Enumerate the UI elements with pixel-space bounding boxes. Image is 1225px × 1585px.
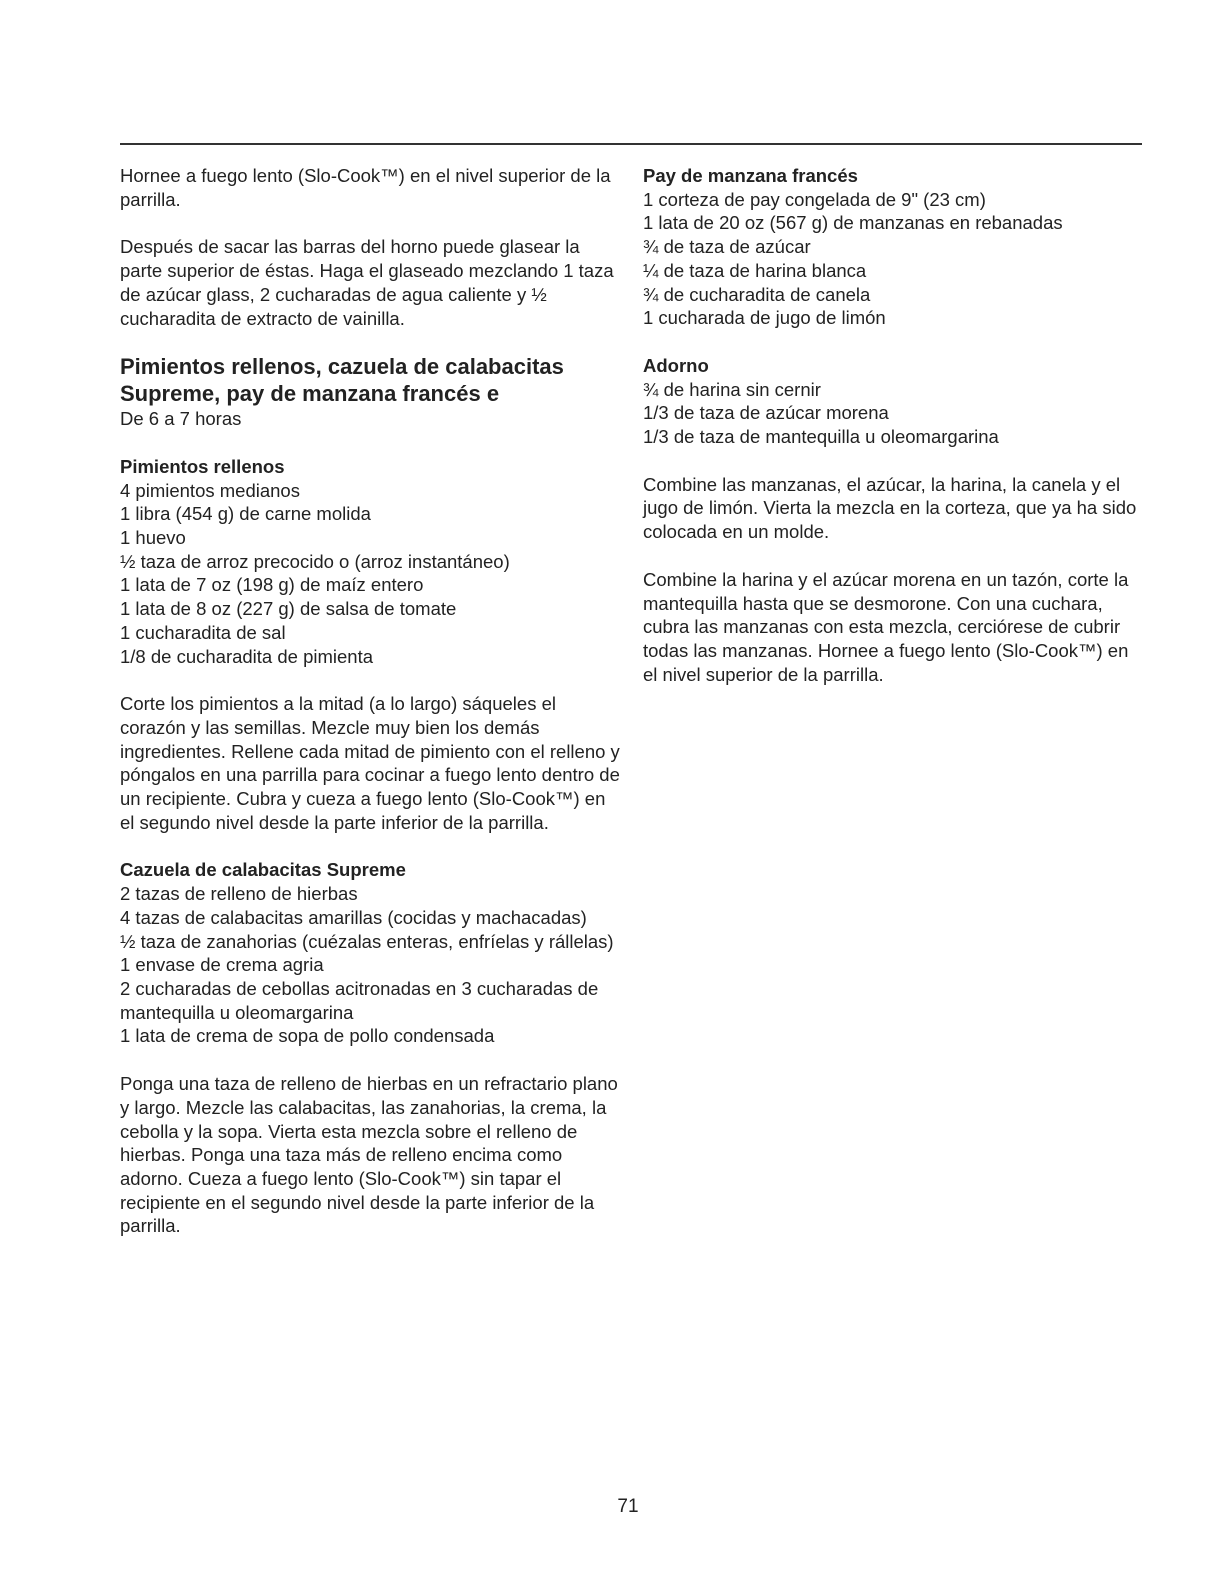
ingredient-line: 1 corteza de pay congelada de 9" (23 cm) bbox=[643, 188, 986, 210]
ingredient-line: ¼ de taza de harina blanca bbox=[643, 259, 867, 281]
pay-ingredient-list bbox=[643, 188, 1143, 330]
ingredient-line: 1 envase de crema agria bbox=[120, 954, 324, 976]
ingredient-line: 2 cucharadas de cebollas acitronadas en 3 cucharadas de mantequilla u oleomargarina bbox=[120, 977, 599, 1023]
ingredient-line: ¾ de taza de azúcar bbox=[643, 236, 811, 258]
cazuela-title: Cazuela de calabacitas Supreme bbox=[120, 859, 406, 881]
intro-paragraph: Hornee a fuego lento (Slo-Cook™) en el nivel superior de la parrilla. bbox=[120, 165, 611, 210]
left-column bbox=[120, 164, 620, 1262]
cazuela-ingredient-list bbox=[120, 882, 620, 1048]
section-heading-line-1: Pimientos rellenos, cazuela de calabacitas bbox=[120, 354, 564, 380]
ingredient-line: ¾ de cucharadita de canela bbox=[643, 283, 871, 305]
ingredient-line: 2 tazas de relleno de hierbas bbox=[120, 883, 358, 905]
cooking-time: De 6 a 7 horas bbox=[120, 408, 242, 430]
cazuela-instructions: Ponga una taza de relleno de hierbas en un refractario plano y largo. Mezcle las calabacitas, las zanahorias, la crema, la cebolla y la sopa. Vierta esta mezcla sobre el relleno de hierbas. Ponga una taza más de relleno encima como adorno. Cueza a fuego lento (Slo-Cook™) sin tapar el recipiente en el segundo nivel desde la parte inferior de la parrilla. bbox=[120, 1073, 618, 1237]
ingredient-line: 1 lata de 8 oz (227 g) de salsa de tomate bbox=[120, 598, 457, 620]
pimientos-title: Pimientos rellenos bbox=[120, 455, 285, 477]
page-number: 71 bbox=[617, 1496, 639, 1517]
ingredient-line: 1/3 de taza de mantequilla u oleomargarina bbox=[643, 426, 999, 448]
ingredient-line: ½ taza de zanahorias (cuézalas enteras, enfríelas y rállelas) bbox=[120, 930, 614, 952]
ingredient-line: 1 huevo bbox=[120, 527, 186, 549]
glaze-paragraph: Después de sacar las barras del horno puede glasear la parte superior de éstas. Haga el glaseado mezclando 1 taza de azúcar glass, 2 cucharadas de agua caliente y ½ cucharadita de extracto de vainilla. bbox=[120, 236, 614, 329]
pimientos-ingredient-list bbox=[120, 479, 620, 669]
pay-instructions-2: Combine la harina y el azúcar morena en un tazón, corte la mantequilla hasta que se desmorone. Con una cuchara, cubra las manzanas con esta mezcla, cerciórese de cubrir todas las manzanas. Hornee a fuego lento (Slo-Cook™) en el nivel superior de la parrilla. bbox=[643, 568, 1129, 685]
ingredient-line: 1/3 de taza de azúcar morena bbox=[643, 402, 889, 424]
adorno-ingredient-list bbox=[643, 378, 1143, 449]
ingredient-line: ¾ de harina sin cernir bbox=[643, 378, 821, 400]
ingredient-line: 1 lata de 20 oz (567 g) de manzanas en rebanadas bbox=[643, 212, 1063, 234]
ingredient-line: 1 libra (454 g) de carne molida bbox=[120, 503, 371, 525]
top-rule bbox=[120, 143, 1142, 145]
ingredient-line: 1 cucharada de jugo de limón bbox=[643, 307, 886, 329]
ingredient-line: 1/8 de cucharadita de pimienta bbox=[120, 645, 374, 667]
ingredient-line: 1 lata de crema de sopa de pollo condensada bbox=[120, 1025, 495, 1047]
ingredient-line: 4 pimientos medianos bbox=[120, 479, 300, 501]
right-column bbox=[643, 164, 1143, 710]
ingredient-line: 1 lata de 7 oz (198 g) de maíz entero bbox=[120, 574, 424, 596]
pimientos-instructions: Corte los pimientos a la mitad (a lo largo) sáqueles el corazón y las semillas. Mezcle muy bien los demás ingredientes. Rellene cada mitad de pimiento con el relleno y póngalos en una parrilla para cocinar a fuego lento dentro de un recipiente. Cubra y cueza a fuego lento (Slo-Cook™) en el segundo nivel desde la parte inferior de la parrilla. bbox=[120, 693, 620, 833]
ingredient-line: ½ taza de arroz precocido o (arroz instantáneo) bbox=[120, 550, 510, 572]
pay-title: Pay de manzana francés bbox=[643, 165, 858, 186]
ingredient-line: 4 tazas de calabacitas amarillas (cocidas y machacadas) bbox=[120, 906, 587, 928]
pay-instructions-1: Combine las manzanas, el azúcar, la harina, la canela y el jugo de limón. Vierta la mezcla en la corteza, que ya ha sido colocada en un molde. bbox=[643, 473, 1137, 543]
section-heading-line-2: Supreme, pay de manzana francés e bbox=[120, 381, 500, 407]
ingredient-line: 1 cucharadita de sal bbox=[120, 621, 286, 643]
adorno-title: Adorno bbox=[643, 354, 709, 376]
section-heading bbox=[120, 353, 620, 407]
